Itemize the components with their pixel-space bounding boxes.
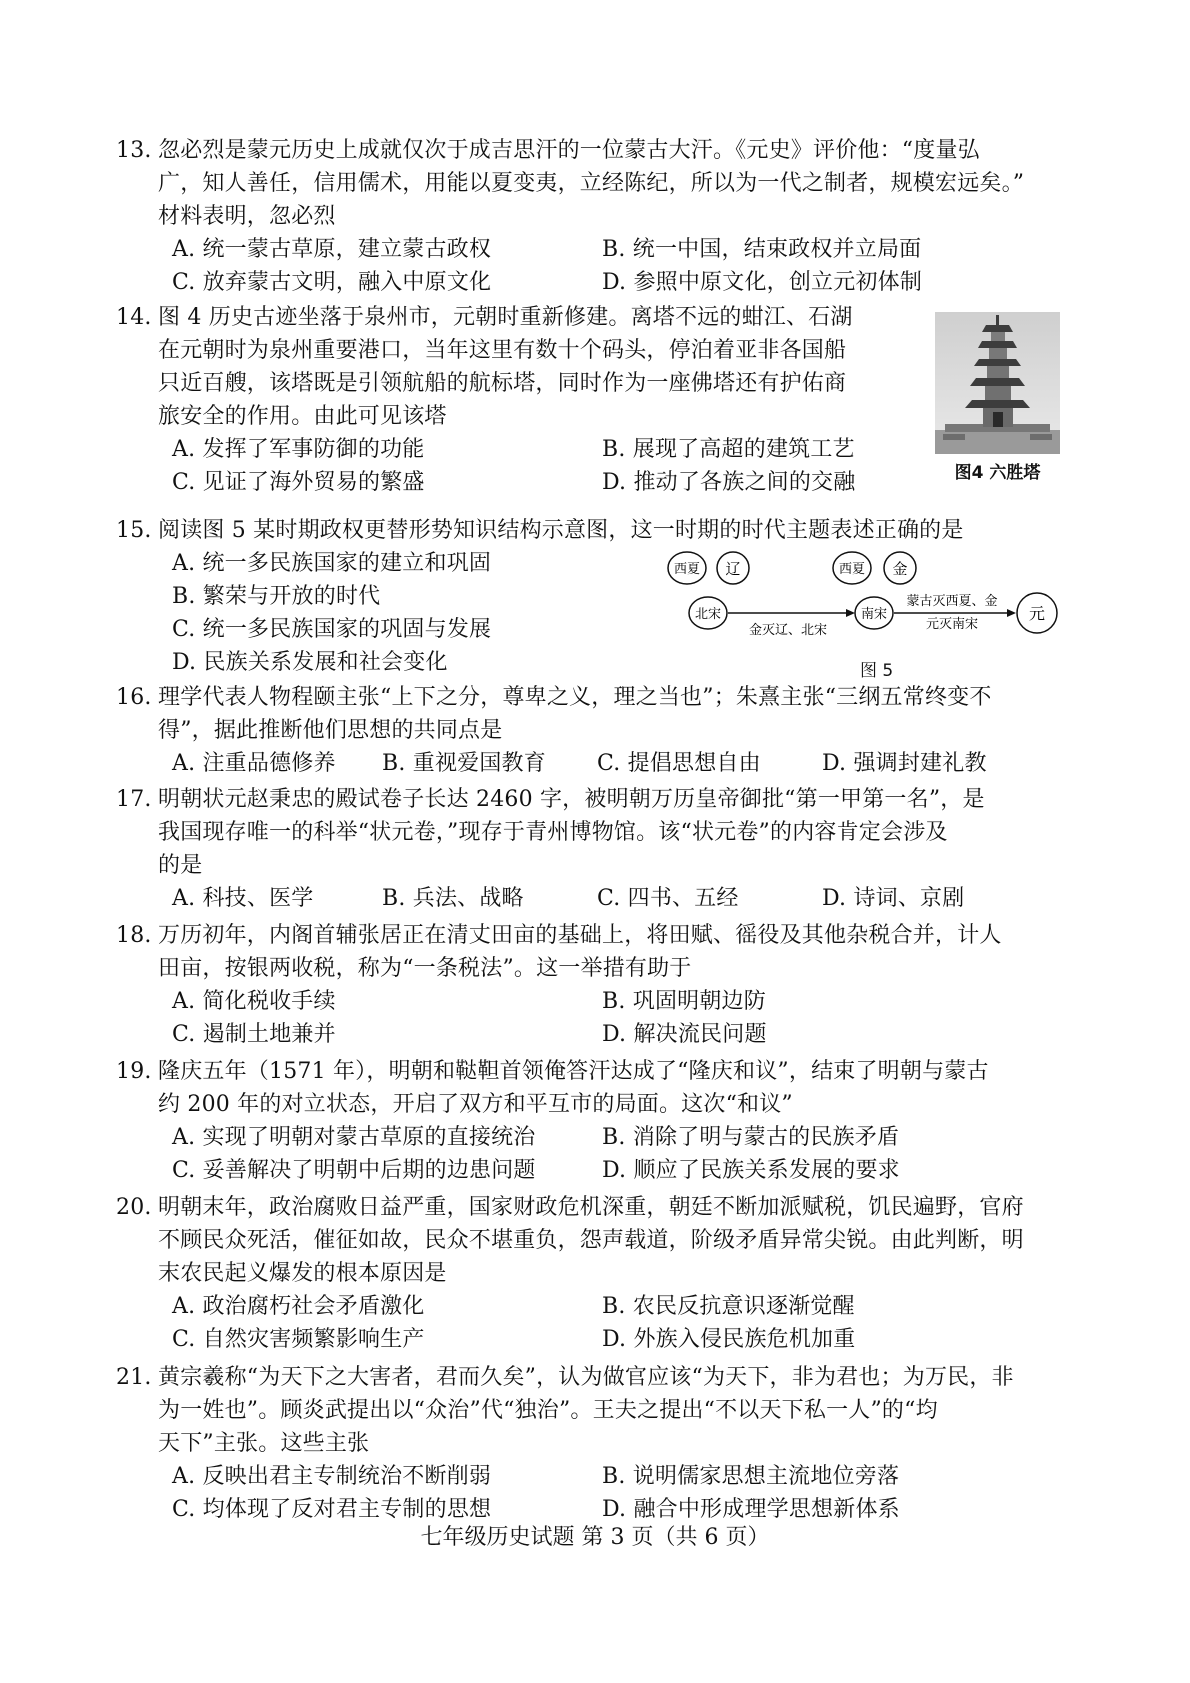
option-d: D. 参照中原文化，创立元初体制 [602, 270, 923, 295]
option-c: C. 提倡思想自由 [597, 751, 761, 776]
node-xixia-2: 西夏 [838, 562, 866, 577]
question-number: 16. [116, 685, 152, 710]
option-d: D. 民族关系发展和社会变化 [172, 650, 448, 675]
question-number: 17. [116, 787, 152, 812]
option-b: B. 统一中国，结束政权并立局面 [602, 237, 922, 262]
question-line: 约 200 年的对立状态，开启了双方和平互市的局面。这次“和议” [158, 1092, 793, 1117]
options [158, 1121, 1058, 1187]
option-c: C. 放弃蒙古文明，融入中原文化 [172, 270, 492, 295]
arrow-2-label-bottom: 元灭南宋 [925, 617, 979, 632]
option-c: C. 均体现了反对君主专制的思想 [172, 1497, 492, 1522]
option-b: B. 展现了高超的建筑工艺 [602, 437, 855, 462]
option-c: C. 见证了海外贸易的繁盛 [172, 470, 425, 495]
option-a: A. 简化税收手续 [172, 989, 336, 1014]
question-line: 不顾民众死活，催征如故，民众不堪重负，怨声载道，阶级矛盾异常尖锐。由此判断，明 [158, 1228, 1024, 1253]
option-a: A. 发挥了军事防御的功能 [172, 437, 425, 462]
option-d: D. 顺应了民族关系发展的要求 [602, 1158, 900, 1183]
question-line: 末农民起义爆发的根本原因是 [158, 1261, 447, 1286]
question-number: 13. [116, 138, 152, 163]
option-b: B. 巩固明朝边防 [602, 989, 766, 1014]
option-d: D. 融合中形成理学思想新体系 [602, 1497, 900, 1522]
options [158, 747, 1058, 780]
node-liao: 辽 [725, 560, 741, 578]
options [158, 1460, 1058, 1526]
question-line: 材料表明，忽必烈 [158, 204, 336, 229]
option-c: C. 遏制土地兼并 [172, 1022, 336, 1047]
question-number: 21. [116, 1365, 152, 1390]
question-line: 田亩，按银两收税，称为“一条税法”。这一举措有助于 [158, 956, 692, 981]
option-a: A. 科技、医学 [172, 886, 314, 911]
option-a: A. 政治腐朽社会矛盾激化 [172, 1294, 425, 1319]
node-nansong: 南宋 [860, 607, 888, 622]
question-line: 的是 [158, 853, 203, 878]
question-line: 阅读图 5 某时期政权更替形势知识结构示意图，这一时期的时代主题表述正确的是 [158, 518, 964, 543]
options [158, 985, 1058, 1051]
question-number: 14. [116, 305, 152, 330]
option-c: C. 自然灾害频繁影响生产 [172, 1327, 425, 1352]
question-21 [116, 1361, 1058, 1526]
options [158, 433, 918, 499]
option-a: A. 反映出君主专制统治不断削弱 [172, 1464, 492, 1489]
question-line: 明朝末年，政治腐败日益严重，国家财政危机深重，朝廷不断加派赋税，饥民遍野，官府 [158, 1195, 1024, 1220]
figure-5 [660, 548, 1080, 681]
regime-change-diagram [660, 548, 1080, 653]
question-14 [116, 301, 918, 499]
question-16 [116, 681, 1058, 780]
question-line: 我国现存唯一的科举“状元卷，”现存于青州博物馆。该“状元卷”的内容肯定会涉及 [158, 820, 948, 845]
option-a: A. 注重品德修养 [172, 751, 336, 776]
question-line: 在元朝时为泉州重要港口，当年这里有数十个码头，停泊着亚非各国船 [158, 338, 847, 363]
option-a: A. 实现了明朝对蒙古草原的直接统治 [172, 1125, 536, 1150]
question-line: 得”，据此推断他们思想的共同点是 [158, 718, 503, 743]
option-b: B. 消除了明与蒙古的民族矛盾 [602, 1125, 900, 1150]
option-b: B. 说明儒家思想主流地位旁落 [602, 1464, 900, 1489]
arrow-2-label-top: 蒙古灭西夏、金 [906, 594, 998, 609]
page-footer: 七年级历史试题 第 3 页（共 6 页） [420, 1525, 770, 1550]
question-number: 15. [116, 518, 152, 543]
figure-4 [935, 312, 1060, 483]
question-line: 理学代表人物程颐主张“上下之分，尊卑之义，理之当也”；朱熹主张“三纲五常终变不 [158, 685, 992, 710]
arrow-1-label: 金灭辽、北宋 [748, 623, 828, 638]
question-line: 只近百艘，该塔既是引领航船的航标塔，同时作为一座佛塔还有护佑商 [158, 371, 847, 396]
question-line: 旅安全的作用。由此可见该塔 [158, 404, 447, 429]
option-d: D. 解决流民问题 [602, 1022, 767, 1047]
options [158, 882, 1058, 915]
question-number: 20. [116, 1195, 152, 1220]
options [158, 1290, 1058, 1356]
option-c: C. 统一多民族国家的巩固与发展 [172, 617, 492, 642]
node-yuan: 元 [1028, 604, 1046, 623]
question-13 [116, 134, 1058, 299]
option-d: D. 强调封建礼教 [822, 751, 987, 776]
question-line: 隆庆五年（1571 年），明朝和鞑靼首领俺答汗达成了“隆庆和议”，结束了明朝与蒙古 [158, 1059, 989, 1084]
option-a: A. 统一蒙古草原，建立蒙古政权 [172, 237, 492, 262]
options [158, 233, 1058, 299]
question-line: 黄宗羲称“为天下之大害者，君而久矣”，认为做官应该“为天下，非为君也；为万民，非 [158, 1365, 1014, 1390]
question-line: 为一姓也”。顾炎武提出以“众治”代“独治”。王夫之提出“不以天下私一人”的“均 [158, 1398, 938, 1423]
question-19 [116, 1055, 1058, 1187]
node-jin: 金 [892, 560, 908, 578]
node-xixia-1: 西夏 [673, 562, 701, 577]
pagoda-photo [935, 312, 1060, 454]
option-d: D. 外族入侵民族危机加重 [602, 1327, 856, 1352]
option-c: C. 四书、五经 [597, 886, 739, 911]
question-number: 19. [116, 1059, 152, 1084]
question-18 [116, 919, 1058, 1051]
question-20 [116, 1191, 1058, 1356]
question-line: 图 4 历史古迹坐落于泉州市，元朝时重新修建。离塔不远的蚶江、石湖 [158, 305, 853, 330]
question-17 [116, 783, 1058, 915]
option-b: B. 兵法、战略 [382, 886, 524, 911]
question-line: 忽必烈是蒙元历史上成就仅次于成吉思汗的一位蒙古大汗。《元史》评价他：“度量弘 [158, 138, 980, 163]
question-line: 万历初年，内阁首辅张居正在清丈田亩的基础上，将田赋、徭役及其他杂税合并，计人 [158, 923, 1002, 948]
option-c: C. 妥善解决了明朝中后期的边患问题 [172, 1158, 536, 1183]
option-a: A. 统一多民族国家的建立和巩固 [172, 551, 492, 576]
option-b: B. 重视爱国教育 [382, 751, 546, 776]
option-b: B. 繁荣与开放的时代 [172, 584, 381, 609]
node-beisong: 北宋 [694, 607, 722, 622]
question-number: 18. [116, 923, 152, 948]
figure-4-caption: 图4 六胜塔 [954, 463, 1041, 483]
figure-5-caption: 图 5 [860, 661, 894, 681]
option-d: D. 诗词、京剧 [822, 886, 965, 911]
question-line: 广，知人善任，信用儒术，用能以夏变夷，立经陈纪，所以为一代之制者，规模宏远矣。” [158, 171, 1025, 196]
option-d: D. 推动了各族之间的交融 [602, 470, 856, 495]
question-line: 明朝状元赵秉忠的殿试卷子长达 2460 字，被明朝万历皇帝御批“第一甲第一名”，是 [158, 787, 985, 812]
question-line: 天下”主张。这些主张 [158, 1431, 370, 1456]
option-b: B. 农民反抗意识逐渐觉醒 [602, 1294, 855, 1319]
